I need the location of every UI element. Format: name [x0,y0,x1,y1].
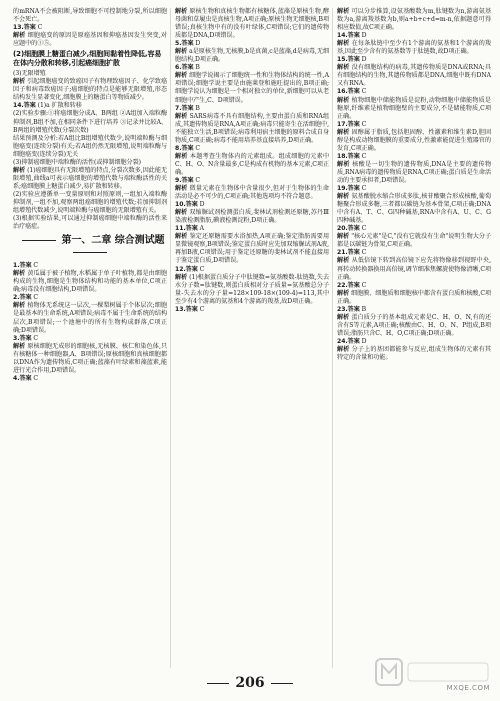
answer-label: 解析 [337,345,350,353]
answer-paragraph: 解析 细胞学说揭示了细胞统一性和生物体结构的统一性,A项错误;细胞学说主要是由施莱登和施旺提出的,B项正确;细胞学说认为细胞是一个相对独立的单位,新细胞可以从老细胞中产生,C、D项错误。 [175,72,329,104]
answer-paragraph: 14.答案 D [337,32,367,40]
answer-paragraph: 12.答案 C [175,265,205,273]
answer-paragraph: 3.答案 C [13,334,39,342]
answer-paragraph: 13.答案 C [13,24,43,32]
answer-label: 3.答案 [13,334,32,342]
answer-label: 22.答案 [337,281,360,289]
answer-label: 解析 [337,128,350,136]
answer-label: 解析 [175,233,188,241]
answer-paragraph: 22.答案 C [337,281,367,289]
answer-paragraph: 8.答案 C [175,144,201,152]
answer-label: 解析 [337,257,350,265]
answer-label: 解析 [13,302,26,310]
answer-paragraph: 11.答案 A [175,225,204,233]
answer-paragraph: 18.答案 C [337,152,367,160]
section-title: 第一、二章 综合测试题 [13,235,167,259]
answer-label: 24.答案 [337,337,360,345]
answer-label: 解析 [175,112,188,120]
answer-label: 解析 [175,48,188,56]
answer-label: 解析 [175,209,188,217]
highlighted-answer: (2)细胞膜上糖蛋白减少,细胞间黏着性降低,容易在体内分散和转移,引起癌细胞扩散 [13,50,162,68]
answer-paragraph: 5.答案 D [175,40,201,48]
answer-label: 15.答案 [337,56,360,64]
answer-paragraph: 解析 (1)根据蛋白质分子中肽键数=氨基酸数-肽链数,失去水分子数=肽键数,则蛋白质相对分子质量=氨基酸总分子量-失去水的分子量=128×109-18×(109-4)=113,其中至少有4个游离的氨基和4个游离的羧基,故D项正确。 [175,273,329,305]
answer-paragraph: 2.答案 C [13,294,39,302]
answer-paragraph: 4.答案 C [13,374,39,382]
answer-label: 7.答案 [175,104,194,112]
answer-label: 解析 [13,166,26,174]
answer-paragraph: 19.答案 C [337,185,367,193]
answer-label: 解析 [337,96,350,104]
page-number: 206 [0,675,500,691]
answer-paragraph: 解析 细胞癌变的原因是原癌基因和抑癌基因发生突变,对应题中的①⑤。 [13,32,167,48]
answer-paragraph: 17.答案 C [337,120,367,128]
answer-paragraph: 解析 本题考查生物体内的元素组成。组成细胞的元素中C、H、O、N含量最多,C是构成有机物的基本元素,C项正确。 [175,152,329,176]
answer-label: 解析 [337,233,350,241]
answer-paragraph: 解析 没有细胞结构的病毒,其遗传物质是DNA或RNA;具有细胞结构的生物,其遗传物质都是DNA,细胞中既有DNA又有RNA。 [337,64,491,88]
answer-paragraph: 解析 核酸是一切生物的遗传物质,DNA是主要的遗传物质,RNA病毒的遗传物质是RNA,C项正确;蛋白质是生命活动的主要承担者,D项错误。 [337,160,491,184]
answer-label: 解析 [337,313,350,321]
column-right [337,8,491,362]
column-middle [175,8,329,314]
answer-paragraph: 结果预测及分析:若A组比B组增殖代数少,说明端粒酶与细胞癌变(连续分裂)有关;若A组仍然无限增殖,说明端粒酶与细胞癌变(连续分裂)无关 [13,134,167,158]
watermark-text: MXQE.COM [446,684,490,692]
answer-paragraph: 23.答案 B [337,305,367,313]
answer-paragraph: 解析 在每条肽链中至少有1个游离的氨基和1个游离的羧基,因此至少含有的氨基数等于肽链数,故D项正确。 [337,40,491,56]
answer-label: 解析 [175,8,188,15]
answer-label: 解析 [337,193,350,201]
answer-label: 解析 [175,185,188,193]
answer-label: 4.答案 [13,374,32,382]
answer-label: 解析 [13,342,26,350]
answer-paragraph: 9.答案 C [175,176,201,184]
answer-paragraph: 解析 引起细胞癌变的致癌因子有物理致癌因子、化学致癌因子和病毒致癌因子;癌细胞的特点是能够无限增殖,形态结构发生显著变化,细胞膜上的糖蛋白等物质减少。 [13,78,167,102]
answer-paragraph: 解析 黄瓜属于被子植物,水稻属于单子叶植物,都是由细胞构成的生物,细胞是生物体结构和功能的基本单位,C项正确;病毒没有细胞结构,D项错误。 [13,270,167,294]
answer-label: 6.答案 [175,64,194,72]
answer-label: 解析 [337,8,350,15]
answer-label: 解析 [175,72,188,80]
answer-label: 12.答案 [175,265,198,273]
answer-paragraph: 24.答案 D [337,337,367,345]
answer-paragraph: 21.答案 C [337,249,367,257]
answer-label: 13.答案 [175,305,198,313]
answer-label: 21.答案 [337,249,360,257]
answer-label: 17.答案 [337,120,360,128]
answer-label: 解析 [337,64,350,72]
answer-label: 解析 [337,40,350,48]
answer-paragraph: 解析 a是原核生物,无核膜,b是真菌,c是蓝藻,d是病毒,无细胞结构,D项正确。 [175,48,329,64]
answer-label: 解析 [175,273,188,281]
answer-label: 9.答案 [175,176,194,184]
answer-label: 18.答案 [337,152,360,160]
answer-label: 解析 [13,270,26,278]
answer-paragraph: 10.答案 D [175,201,205,209]
answer-label: 14.答案 [337,32,360,40]
column-left [13,8,167,383]
column-divider [170,8,171,668]
answer-paragraph: 解析 分子上的基团都能参与反应,组成生物体的元素有其特定的含量和功能。 [337,345,491,362]
answer-label: 2.答案 [13,294,32,302]
answer-label: 10.答案 [175,201,198,209]
answer-paragraph: 解析 "核心元素"是C,"没有它就没有生命"说明生物大分子都是以碳链为骨架,C项正确。 [337,233,491,249]
answer-label: 解析 [337,160,350,168]
answer-paragraph: (3)抑制癌细胞中端粒酶的活性(或抑制细胞分裂) [13,158,141,166]
answer-paragraph: 6.答案 B [175,64,200,72]
answer-label: 20.答案 [337,225,360,233]
answer-paragraph: (3)无限增殖 [13,70,46,78]
answer-paragraph: 解析 (1)癌细胞具有无限增殖的特点,分裂次数多,因此能无限增殖,曲线a可表示癌细胞的增殖代数与端粒酶活性的关系;癌细胞膜上糖蛋白减少,易扩散和转移。 [13,166,167,190]
answer-paragraph: 解析 鉴定还原糖需要水浴加热,A项正确;鉴定脂肪需要用显微镜观察,B项错误;鉴定蛋白质时应先加双缩脲试剂A液,再加B液,C项错误;用于鉴定还原糖的斐林试剂不能直接用于鉴定蛋白质,D项错误。 [175,233,330,265]
answer-paragraph: (3)根据实验结果,可以通过抑制癌细胞中端粒酶的活性来治疗癌症。 [13,215,167,231]
answer-label: 14.答案 [13,102,36,110]
answer-label: 1.答案 [13,262,32,270]
answer-paragraph: 解析 微量元素在生物体中含量很少,但对于生物体的生命活动是必不可少的,C项正确;其他选项均不符合题意。 [175,185,329,201]
answer-paragraph: 16.答案 C [337,88,367,96]
answer-label: 解析 [13,32,26,40]
answer-label: 解析 [175,152,188,160]
answer-paragraph: 解析 氨基酸脱水缩合形成多肽,核苷酸聚合形成核酸,葡萄糖聚合形成多糖,三者都以碳链为基本骨架,C项正确;DNA中含有A、T、C、G四种碱基,RNA中含有A、U、C、G四种碱基。 [337,193,491,225]
answer-label: 解析 [337,289,350,297]
answer-paragraph: 的mRNA不会被阻断,导致细胞不可控制地分裂,所以细胞不会死亡。 [13,8,167,24]
answer-paragraph: 解析 细胞膜、细胞质和细胞核中都含有蛋白质和核酸,C项正确。 [337,289,491,305]
answer-paragraph: 解析 SARS病毒不具有细胞结构,主要由蛋白质和RNA组成,其遗传物质是RNA,A项正确;病毒只能寄生在活细胞中,不能独立生活,B项错误;病毒利用宿主细胞的原料合成自身物质,C项正确;病毒不能用培养基直接培养,D项正确。 [175,112,330,144]
answer-paragraph: 20.答案 C [337,225,367,233]
answer-paragraph: 解析 固醇属于脂质,包括胆固醇、性激素和维生素D,胆固醇是构成动物细胞膜的重要成分,性激素能促进生殖器官的发育,C项正确。 [337,128,491,152]
answer-paragraph: 1.答案 C [13,262,39,270]
answer-paragraph: 解析 原核细胞无成形的细胞核,无核膜、核仁和染色体,只有核糖体一种细胞器,A、B项错误;原核细胞和真核细胞都以DNA作为遗传物质,C项正确;蓝藻有叶绿素和藻蓝素,能进行光合作用,D项错误。 [13,342,167,374]
answer-label: 解析 [13,78,26,86]
column-divider [332,8,333,668]
answer-paragraph: (2)实验步骤:①将癌细胞分成A、B两组 ②A组加入端粒酶抑制剂,B组不加,在相同条件下进行培养 ③记录并比较A、B两组的增殖代数(分裂次数) [13,110,167,134]
answer-label: 11.答案 [175,225,198,233]
answer-label: 13.答案 [13,24,36,32]
answer-paragraph: 15.答案 D [337,56,367,64]
answer-paragraph: 解析 可以分步推算,设氨基酸数为m,肽键数为n,游离氨基数为a,游离羧基数为b,则a+b+c+d=m-n,依据题意可得相应数值,故C项正确。 [337,8,491,32]
answer-paragraph: 7.答案 B [175,104,200,112]
answer-label: 16.答案 [337,88,360,96]
answer-paragraph: 解析 原核生物和真核生物都有核糖体,蓝藻是原核生物,酵母菌和草履虫是真核生物,A项正确;原核生物无细胞核,B项错误;真核生物中有的没有叶绿体,C项错误;它们的遗传物质都是DNA,D项错误。 [175,8,329,40]
answer-paragraph: 14.答案 (1)a 扩散和转移 [13,102,82,110]
answer-label: 23.答案 [337,305,360,313]
answer-paragraph: (2)实验应遵循单一变量原则和对照原则,一组加入端粒酶抑制剂,一组不加,观察两组癌细胞的增殖代数;若加抑制剂组增殖代数减少,说明端粒酶与癌细胞的无限增殖有关。 [13,190,167,215]
answer-label: 5.答案 [175,40,194,48]
answer-label: 19.答案 [337,185,360,193]
answer-paragraph: 解析 植物体无系统这一层次,一棵梨树属于个体层次;细胞是最基本的生命系统,A项错误;病毒不属于生命系统的结构层次,B项错误;一个池塘中的所有生物构成群落,C项正确;D项错误。 [13,302,167,334]
answer-label: 8.答案 [175,144,194,152]
answer-paragraph: 解析 双缩脲试剂检测蛋白质,斐林试剂检测还原糖,苏丹Ⅲ染液检测脂肪,碘液检测淀粉,D项正确。 [175,209,329,225]
answer-paragraph: 解析 植物细胞中储能物质是淀粉,动物细胞中储能物质是糖原,纤维素是植物细胞壁的主要成分,不是储能物质,C项正确。 [337,96,491,120]
answer-paragraph: 解析 从低倍镜下转到高倍镜下应先将物像移到视野中央,再转动转换器换用高倍镜,调节细准焦螺旋使物像清晰,C项正确。 [337,257,491,281]
answer-paragraph: 解析 蛋白质分子的基本组成元素是C、H、O、N,有的还含有S等元素,A项正确;核酸由C、H、O、N、P组成,B项错误;脂肪只含C、H、O,C项正确;D项正确。 [337,313,491,337]
answer-paragraph: 13.答案 C [175,305,205,313]
